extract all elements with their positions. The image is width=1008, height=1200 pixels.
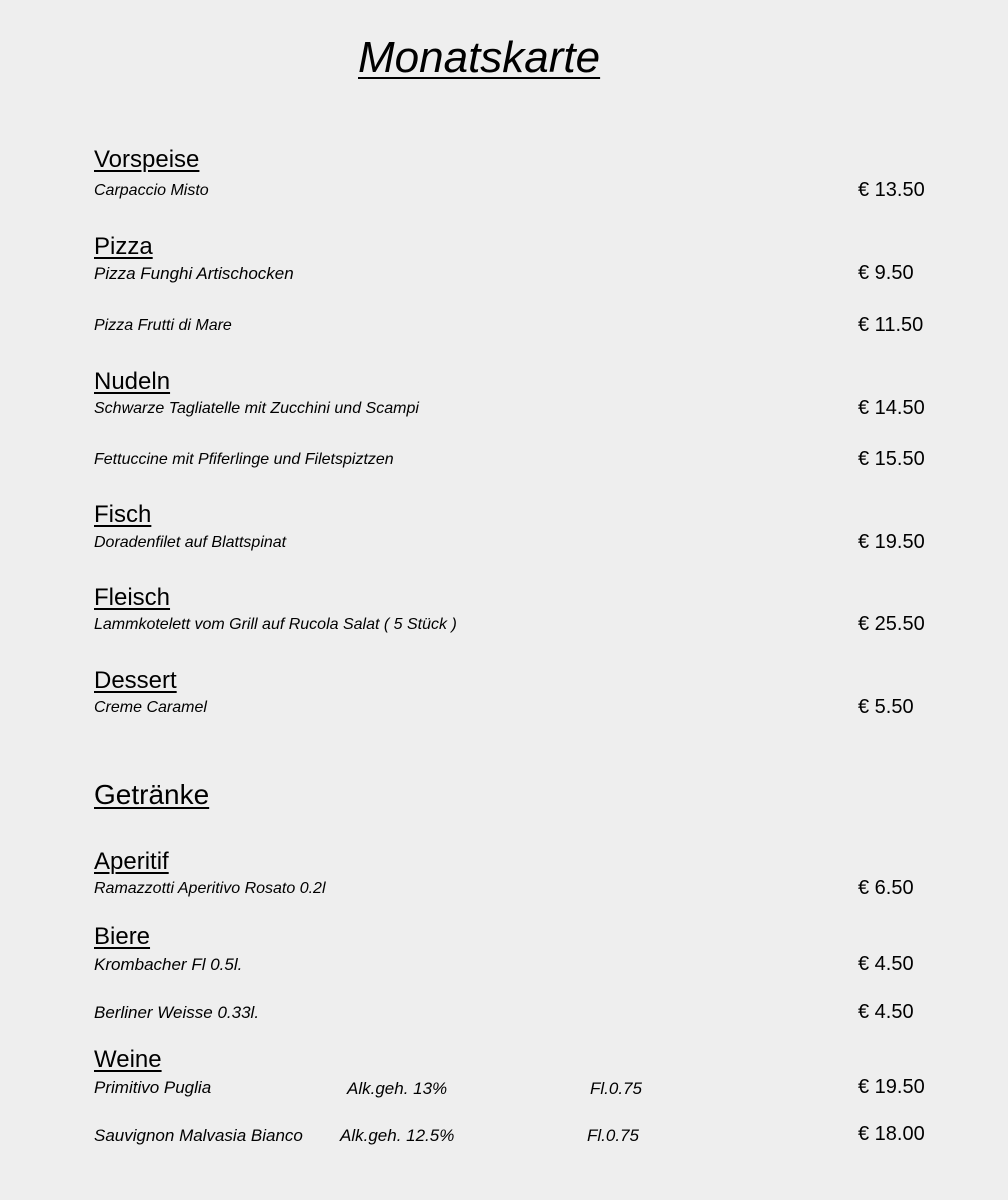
section-heading-pizza: Pizza	[94, 233, 153, 260]
menu-item-name: Pizza Funghi Artischocken	[94, 264, 294, 283]
wine-alcohol: Alk.geh. 12.5%	[340, 1126, 455, 1145]
menu-item-price: € 4.50	[858, 1001, 914, 1023]
menu-item-name: Lammkotelett vom Grill auf Rucola Salat ( 5 Stück )	[94, 616, 457, 633]
menu-item-price: € 11.50	[858, 314, 924, 336]
wine-name: Sauvignon Malvasia Bianco	[94, 1126, 303, 1145]
menu-item-name: Pizza Frutti di Mare	[94, 317, 232, 334]
menu-item-name: Berliner Weisse 0.33l.	[94, 1003, 260, 1022]
menu-item-price: € 6.50	[858, 877, 914, 899]
section-heading-dessert: Dessert	[94, 667, 177, 694]
menu-item-price: € 19.50	[858, 1076, 925, 1098]
menu-item-name: Fettuccine mit Pfiferlinge und Filetspiztzen	[94, 451, 394, 468]
section-heading-nudeln: Nudeln	[94, 368, 171, 395]
section-heading-getraenke: Getränke	[94, 779, 210, 810]
section-heading-biere: Biere	[94, 923, 151, 950]
menu-item-price: € 15.50	[858, 448, 925, 470]
page-title: Monatskarte	[358, 33, 601, 82]
menu-item-price: € 19.50	[858, 531, 925, 553]
menu-item-price: € 9.50	[858, 262, 914, 284]
menu-item-name: Creme Caramel	[94, 699, 207, 716]
menu-item-price: € 25.50	[858, 613, 925, 635]
section-heading-fleisch: Fleisch	[94, 584, 171, 611]
wine-bottle-size: Fl.0.75	[590, 1079, 642, 1098]
wine-name: Primitivo Puglia	[94, 1078, 212, 1097]
wine-alcohol: Alk.geh. 13%	[347, 1079, 448, 1098]
wine-bottle-size: Fl.0.75	[587, 1126, 639, 1145]
menu-item-name: Krombacher Fl 0.5l.	[94, 955, 243, 974]
section-heading-fisch: Fisch	[94, 501, 152, 528]
section-heading-aperitif: Aperitif	[94, 848, 169, 875]
menu-item-name: Doradenfilet auf Blattspinat	[94, 534, 287, 551]
menu-item-name: Ramazzotti Aperitivo Rosato 0.2l	[94, 880, 326, 897]
menu-item-price: € 14.50	[858, 397, 925, 419]
menu-item-price: € 18.00	[858, 1123, 925, 1145]
section-heading-vorspeise: Vorspeise	[94, 146, 200, 173]
menu-item-name: Carpaccio Misto	[94, 182, 209, 199]
menu-item-price: € 13.50	[858, 179, 925, 201]
menu-item-price: € 5.50	[858, 696, 914, 718]
menu-item-name: Schwarze Tagliatelle mit Zucchini und Scampi	[94, 400, 419, 417]
menu-item-price: € 4.50	[858, 953, 914, 975]
section-heading-weine: Weine	[94, 1046, 162, 1073]
